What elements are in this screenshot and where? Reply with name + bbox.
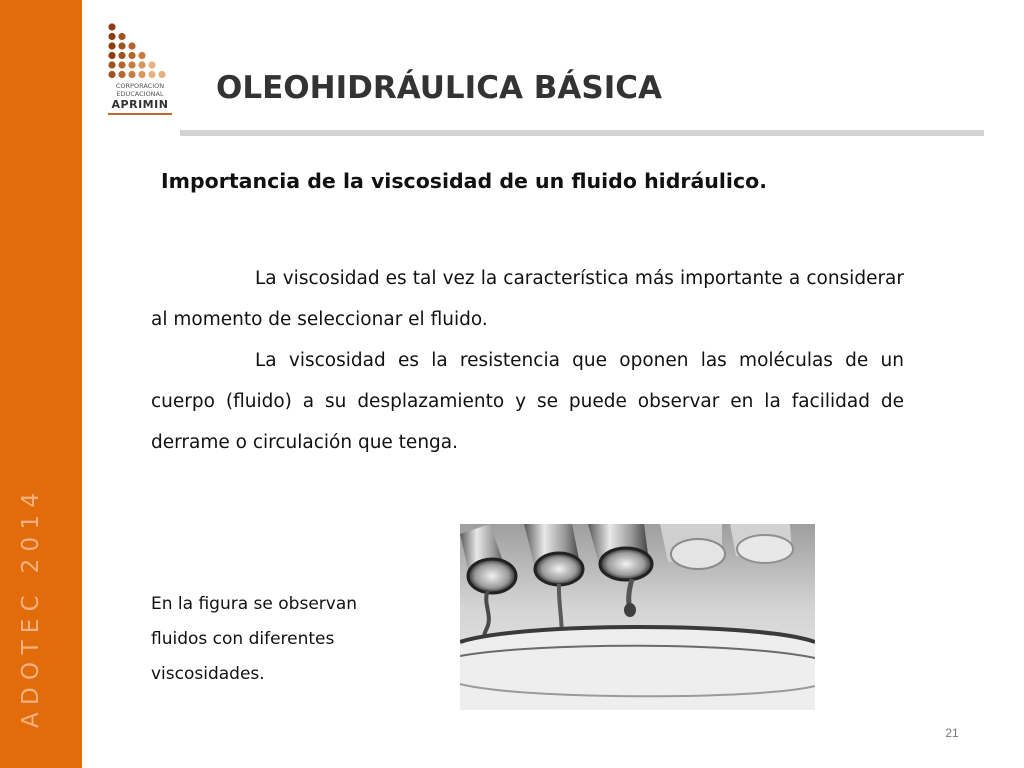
logo-dot: [108, 52, 115, 59]
caption-line-3: viscosidades.: [151, 664, 265, 684]
logo-dot: [108, 23, 115, 30]
slide-subtitle: Importancia de la viscosidad de un fluido hidráulico.: [161, 169, 767, 193]
logo-dot: [138, 71, 145, 78]
logo-dot: [118, 33, 125, 40]
logo-dot: [118, 61, 125, 68]
logo-text-aprimin: APRIMIN: [111, 98, 169, 111]
title-divider: [180, 130, 984, 136]
corporacion-logo-icon: [106, 22, 174, 118]
logo-dot: [148, 61, 155, 68]
logo-dot: [128, 52, 135, 59]
logo-dot: [158, 71, 165, 78]
logo-dot: [118, 52, 125, 59]
sidebar-year-text: ADOTEC 2014: [18, 485, 44, 728]
logo-dot: [118, 42, 125, 49]
logo-dot: [108, 61, 115, 68]
logo-dot: [128, 61, 135, 68]
body-paragraph-2: La viscosidad es la resistencia que oponen las moléculas de un cuerpo (fluido) a su desplazamiento y se puede observar en la facilidad de derrame o circulación que tenga.: [151, 350, 904, 453]
logo-dot: [138, 52, 145, 59]
sidebar-band: [0, 0, 82, 768]
figure-caption: [151, 587, 451, 692]
test-tubes-illustration: [460, 524, 815, 710]
logo-dot: [118, 71, 125, 78]
caption-line-2: fluidos con diferentes: [151, 629, 335, 649]
logo-dot-triangle: [106, 22, 174, 82]
test-tubes-pouring-image: [460, 524, 815, 710]
logo-text-educacional: EDUCACIONAL: [116, 90, 164, 98]
logo-dot: [108, 42, 115, 49]
logo-dot: [128, 42, 135, 49]
logo-dot: [138, 61, 145, 68]
page-number: 21: [945, 726, 959, 740]
slide-title: OLEOHIDRÁULICA BÁSICA: [216, 70, 662, 106]
body-text: [151, 258, 904, 463]
logo-dot: [108, 33, 115, 40]
caption-line-1: En la figura se observan: [151, 594, 358, 614]
logo-dot: [128, 71, 135, 78]
body-paragraph-1: La viscosidad es tal vez la característica más importante a considerar al momento de seleccionar el fluido.: [151, 268, 904, 330]
logo-underline: [108, 113, 172, 115]
logo-dot: [108, 71, 115, 78]
logo-dot: [148, 71, 155, 78]
logo-text-corporacion: CORPORACION: [115, 82, 165, 90]
